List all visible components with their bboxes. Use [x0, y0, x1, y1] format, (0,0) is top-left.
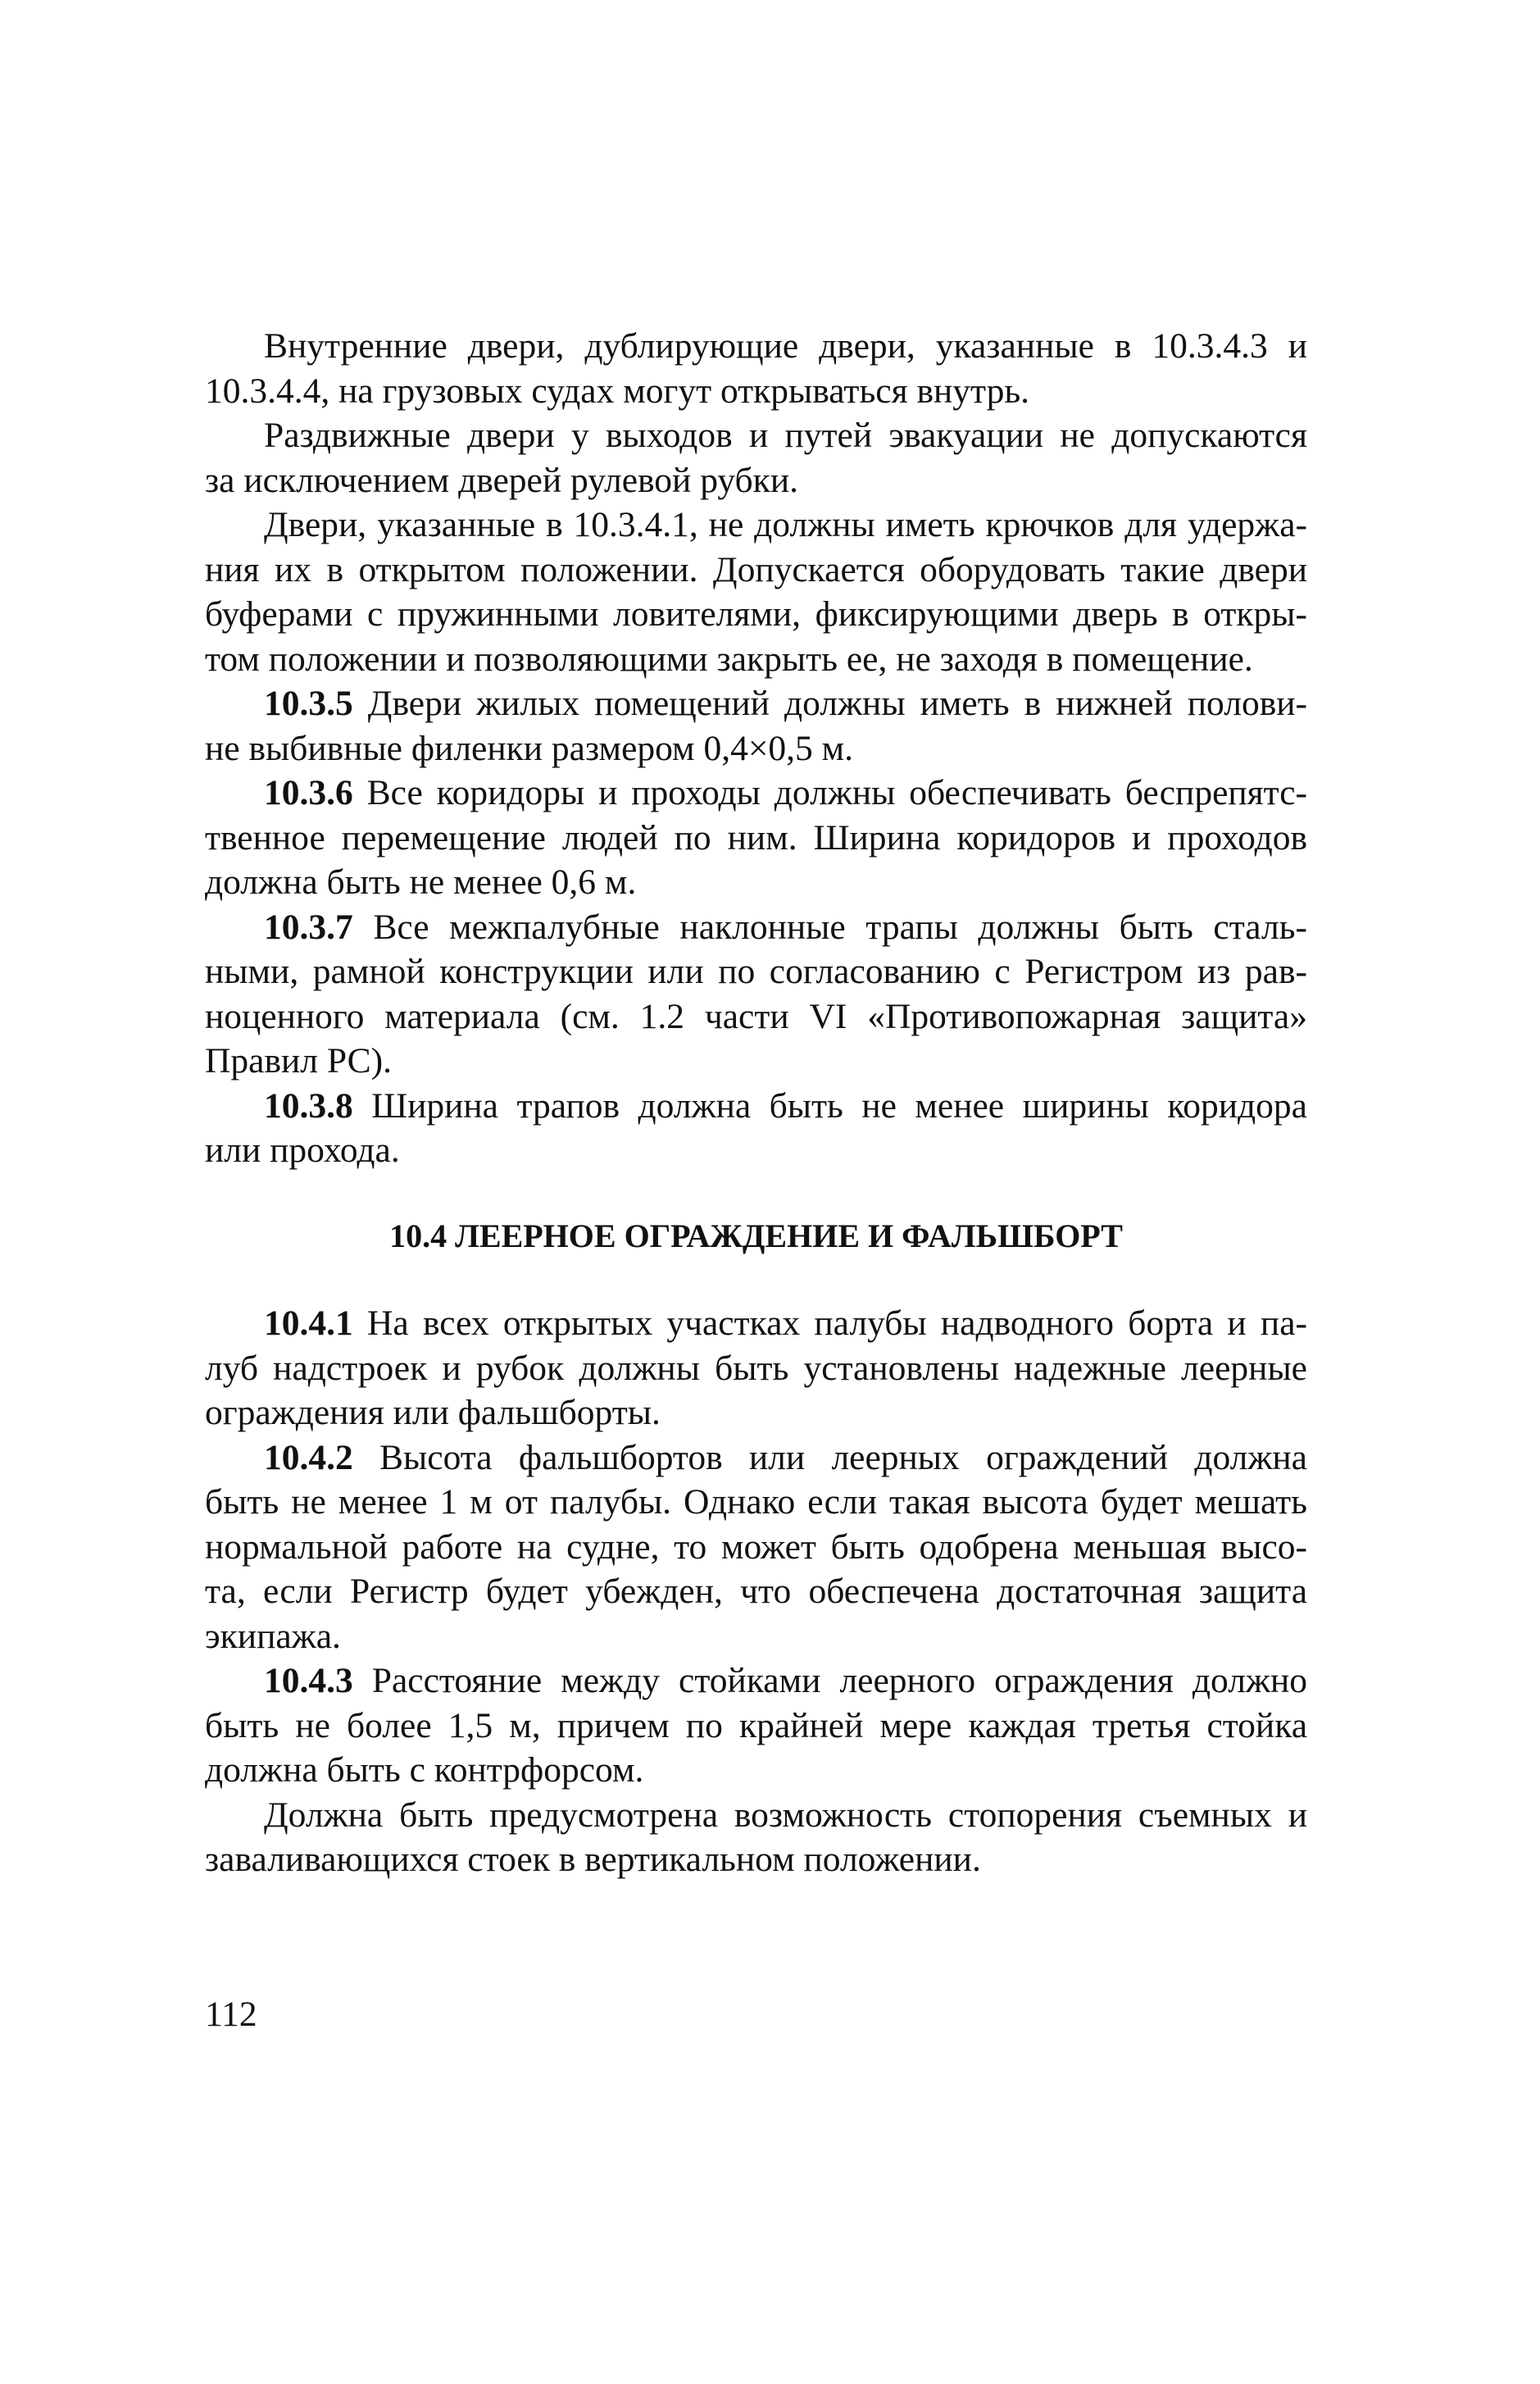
clause-number: 10.3.7	[264, 907, 353, 947]
clause-text: Все коридоры и проходы должны обеспечивать беспрепятс-	[352, 773, 1307, 812]
text-line: Двери, указанные в 10.3.4.1, не должны иметь крючков для удержа-	[264, 505, 1307, 544]
text-line: быть не менее 1 м от палубы. Однако если такая высота будет мешать	[205, 1482, 1307, 1522]
paragraph	[205, 503, 1307, 681]
paragraph	[205, 771, 1307, 905]
text-line: том положении и позволяющими закрыть ее, не заходя в помещение.	[205, 639, 1253, 679]
text-line: Внутренние двери, дублирующие двери, указанные в 10.3.4.3 и	[264, 326, 1307, 366]
text-line: нормальной работе на судне, то может быть одобрена меньшая высо-	[205, 1526, 1307, 1567]
text-line: быть не более 1,5 м, причем по крайней мере каждая третья стойка	[205, 1705, 1307, 1745]
text-line: Правил РС).	[205, 1041, 392, 1081]
paragraph	[205, 1435, 1307, 1659]
paragraph	[205, 324, 1307, 413]
clause-text: Высота фальшбортов или леерных ограждений должна	[352, 1437, 1307, 1477]
clause-text: На всех открытых участках палубы надводного борта и па-	[352, 1303, 1307, 1343]
clause-text: Двери жилых помещений должны иметь в нижней полови-	[352, 684, 1307, 723]
paragraph	[205, 1301, 1307, 1435]
text-line: не выбивные филенки размером 0,4×0,5 м.	[205, 728, 854, 768]
text-line: ограждения или фальшборты.	[205, 1393, 661, 1432]
clause-number: 10.3.6	[264, 773, 353, 812]
text-line	[205, 1301, 1307, 1346]
text-line: должна быть с контрфорсом.	[205, 1750, 644, 1790]
text-line	[205, 1658, 1307, 1704]
paragraph	[205, 413, 1307, 503]
paragraph	[205, 1084, 1307, 1173]
text-line	[205, 905, 1307, 950]
clause-text: Все межпалубные наклонные трапы должны быть сталь-	[352, 907, 1307, 947]
clause-number: 10.4.1	[264, 1303, 353, 1343]
text-line: твенное перемещение людей по ним. Ширина коридоров и проходов	[205, 817, 1307, 858]
text-line: экипажа.	[205, 1616, 341, 1656]
clause-number: 10.3.5	[264, 684, 353, 723]
text-line: Должна быть предусмотрена возможность стопорения съемных и	[264, 1795, 1307, 1835]
text-line: ными, рамной конструкции или по согласованию с Регистром из рав-	[205, 952, 1307, 991]
text-line	[205, 771, 1307, 816]
text-line: буферами с пружинными ловителями, фиксирующими дверь в откры-	[205, 594, 1307, 634]
text-line: луб надстроек и рубок должны быть установлены надежные леерные	[205, 1348, 1307, 1388]
clause-text: Расстояние между стойками леерного ограждения должно	[352, 1661, 1307, 1700]
text-line: ния их в открытом положении. Допускается оборудовать такие двери	[205, 549, 1307, 589]
clause-number: 10.4.3	[264, 1661, 353, 1700]
section-heading: 10.4 ЛЕЕРНОЕ ОГРАЖДЕНИЕ И ФАЛЬШБОРТ	[389, 1217, 1123, 1254]
text-line: 10.3.4.4, на грузовых судах могут открываться внутрь.	[205, 371, 1030, 411]
text-line: заваливающихся стоек в вертикальном положении.	[205, 1840, 981, 1879]
text-line: или прохода.	[205, 1131, 400, 1170]
paragraph	[205, 1658, 1307, 1793]
text-line: за исключением дверей рулевой рубки.	[205, 460, 798, 500]
paragraph	[205, 905, 1307, 1084]
section-10-3-text	[205, 324, 1307, 1173]
clause-text: Ширина трапов должна быть не менее ширины коридора	[352, 1085, 1307, 1126]
text-line	[205, 1435, 1307, 1481]
text-line: Раздвижные двери у выходов и путей эвакуации не допускаются	[264, 416, 1307, 455]
clause-number: 10.4.2	[264, 1437, 353, 1477]
paragraph	[205, 1793, 1307, 1882]
page-number: 112	[205, 1995, 257, 2034]
text-line: ноценного материала (см. 1.2 части VI «Противопожарная защита»	[205, 996, 1307, 1036]
paragraph	[205, 681, 1307, 771]
section-10-4-text	[205, 1301, 1307, 1882]
document-page	[205, 324, 1307, 1882]
text-line: та, если Регистр будет убежден, что обеспечена достаточная защита	[205, 1572, 1307, 1611]
text-line	[205, 1084, 1307, 1129]
clause-number: 10.3.8	[264, 1085, 353, 1126]
text-line	[205, 681, 1307, 726]
text-line: должна быть не менее 0,6 м.	[205, 862, 637, 902]
